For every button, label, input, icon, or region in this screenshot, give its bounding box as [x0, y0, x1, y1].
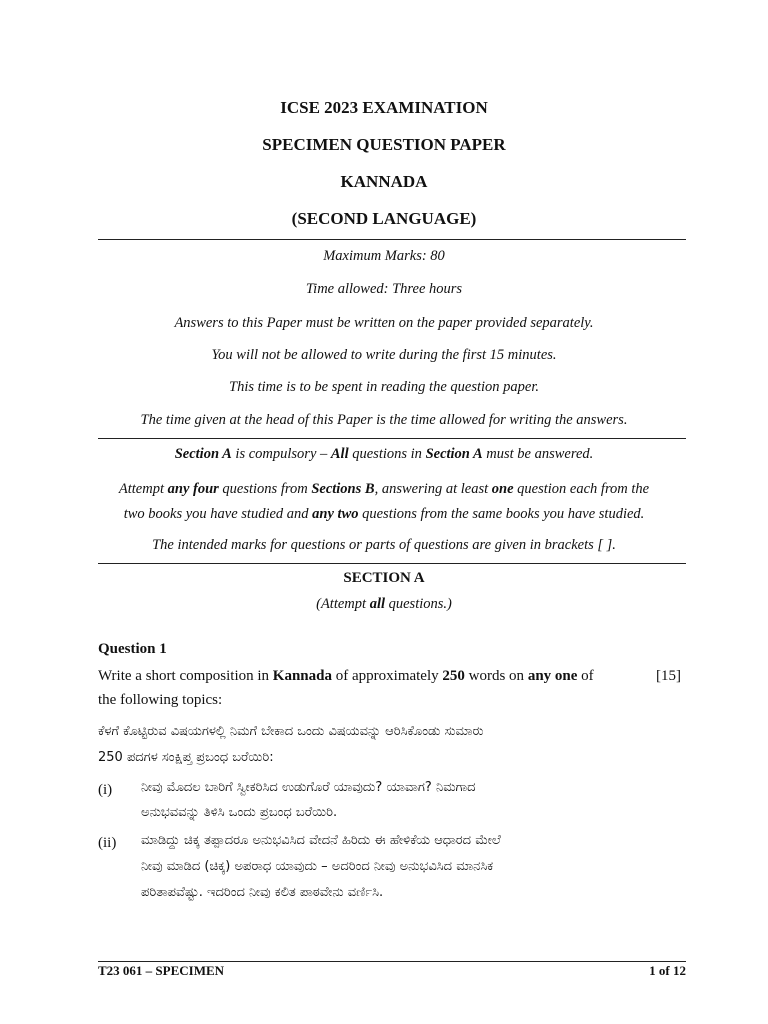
question-heading: Question 1 [98, 641, 167, 657]
paper-title: SPECIMEN QUESTION PAPER [262, 135, 506, 154]
section-subtitle: (Attempt all questions.) [316, 596, 452, 612]
info-line-1: Answers to this Paper must be written on the paper provided separately. [174, 315, 594, 331]
level-title: (SECOND LANGUAGE) [291, 209, 477, 228]
instruction-line-1: Section A is compulsory – All questions in Section A must be answered. [174, 446, 594, 462]
kannada-intro-line-2: 250 ಪದಗಳ ಸಂಕ್ಷಿಪ್ತ ಪ್ರಬಂಧ ಬರೆಯಿರಿ: [98, 750, 274, 765]
item-2-label: (ii) [98, 835, 117, 851]
divider-top [98, 239, 686, 240]
item-2-line-3: ಪರಿತಾಪವೆಷ್ಟು. ಇದರಿಂದ ನೀವು ಕಲಿತ ಪಾಠವೇನು ವರ್ಣಿಸಿ. [141, 885, 384, 900]
info-line-3: This time is to be spent in reading the question paper. [229, 379, 539, 395]
kannada-intro-line-1: ಕೆಳಗೆ ಕೊಟ್ಟಿರುವ ವಿಷಯಗಳಲ್ಲಿ ನಿಮಗೆ ಬೇಕಾದ ಒಂದು ವಿಷಯವನ್ನು ಆರಿಸಿಕೊಂಡು ಸುಮಾರು [98, 724, 484, 739]
item-1-line-1: ನೀವು ಮೊದಲ ಬಾರಿಗೆ ಸ್ವೀಕರಿಸಿದ ಉಡುಗೊರೆ ಯಾವುದು? ಯಾವಾಗ? ನಿಮಗಾದ [141, 780, 476, 795]
item-2-line-1: ಮಾಡಿದ್ದು ಚಿಕ್ಕ ತಪ್ಪಾದರೂ ಅನುಭವಿಸಿದ ವೇದನೆ ಹಿರಿದು ಈ ಹೇಳಿಕೆಯ ಆಧಾರದ ಮೇಲೆ [141, 833, 501, 848]
max-marks: Maximum Marks: 80 [323, 248, 445, 264]
info-line-2: You will not be allowed to write during the first 15 minutes. [211, 347, 557, 363]
footer-page-number: 1 of 12 [649, 963, 686, 978]
subject-title: KANNADA [340, 172, 428, 191]
divider-bottom [98, 563, 686, 564]
exam-title: ICSE 2023 EXAMINATION [280, 98, 488, 117]
item-2-line-2: ನೀವು ಮಾಡಿದ (ಚಿಕ್ಕ) ಅಪರಾಧ ಯಾವುದು – ಅದರಿಂದ ನೀವು ಅನುಭವಿಸಿದ ಮಾನಸಿಕ [141, 859, 494, 874]
section-title: SECTION A [343, 570, 425, 586]
instruction-line-2: Attempt any four questions from Sections B, answering at least one question each from the [118, 481, 650, 497]
instruction-line-4: The intended marks for questions or parts of questions are given in brackets [ ]. [152, 537, 616, 553]
time-allowed: Time allowed: Three hours [305, 281, 463, 297]
item-1-line-2: ಅನುಭವವನ್ನು ತಿಳಿಸಿ ಒಂದು ಪ್ರಬಂಧ ಬರೆಯಿರಿ. [141, 805, 338, 820]
divider-middle [98, 438, 686, 439]
info-line-4: The time given at the head of this Paper is the time allowed for writing the answers. [140, 412, 628, 428]
footer-rule [98, 961, 686, 962]
question-text-line-2: the following topics: [98, 692, 223, 708]
question-marks: [15] [656, 668, 681, 684]
footer-code: T23 061 – SPECIMEN [98, 963, 225, 978]
item-1-label: (i) [98, 782, 113, 798]
question-text-line-1: Write a short composition in Kannada of approximately 250 words on any one of [98, 668, 594, 684]
instruction-line-3: two books you have studied and any two questions from the same books you have studied. [123, 506, 645, 522]
